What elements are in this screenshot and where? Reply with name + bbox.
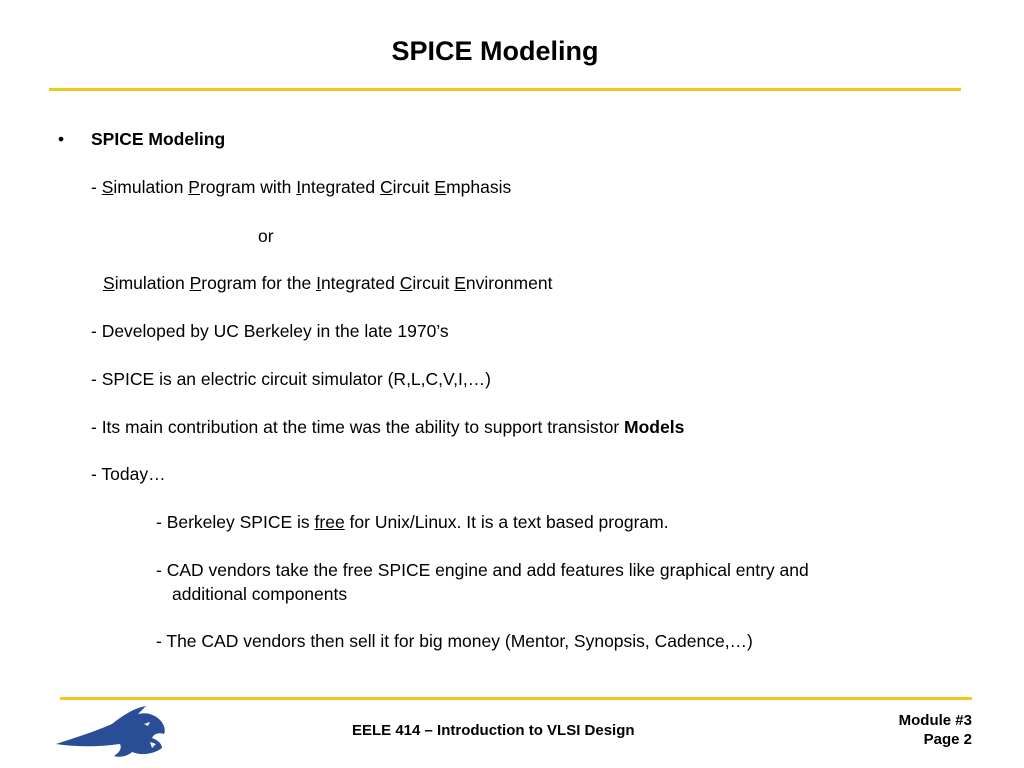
acronym-2-word-4: ircuit: [412, 273, 455, 293]
berkeley-suffix: for Unix/Linux. It is a text based program.: [344, 512, 669, 532]
acronym-1-letter-e: E: [434, 177, 447, 197]
page-info: [899, 711, 972, 749]
contribution-text: - Its main contribution at the time was the ability to support transistor: [91, 417, 625, 437]
or-text: or: [258, 226, 274, 246]
acronym-1-word-1: imulation: [113, 177, 189, 197]
acronym-1-word-3: ntegrated: [301, 177, 380, 197]
acronym-1-prefix: -: [91, 177, 102, 197]
simulator-line: - SPICE is an electric circuit simulator (R,L,C,V,I,…): [91, 369, 492, 389]
acronym-1-word-2: rogram with: [199, 177, 297, 197]
cad-vendors-sell-line: - The CAD vendors then sell it for big money (Mentor, Synopsis, Cadence,…): [156, 631, 753, 651]
acronym-line-2: [103, 272, 552, 294]
bullet-heading: SPICE Modeling: [91, 129, 226, 149]
acronym-line-1: [91, 176, 511, 198]
cad-vendors-line-2: additional components: [172, 584, 348, 604]
contribution-line: [91, 416, 684, 438]
acronym-1-letter-c: C: [379, 177, 393, 197]
top-divider: [49, 88, 961, 91]
bullet-marker: •: [58, 129, 65, 149]
acronym-2-word-1: imulation: [114, 273, 190, 293]
acronym-2-word-3: ntegrated: [320, 273, 400, 293]
cad-vendors-line-1: - CAD vendors take the free SPICE engine and add features like graphical entry and: [156, 560, 809, 580]
acronym-1-letter-i: I: [296, 177, 302, 197]
acronym-1-word-4: ircuit: [392, 177, 435, 197]
berkeley-free: free: [314, 512, 345, 532]
acronym-2-word-5: nvironment: [465, 273, 553, 293]
acronym-2-letter-p: P: [189, 273, 202, 293]
acronym-2-letter-i: I: [316, 273, 321, 293]
course-title: EELE 414 – Introduction to VLSI Design: [352, 722, 635, 739]
page-number: Page 2: [923, 731, 972, 748]
acronym-2-letter-s: S: [103, 273, 115, 293]
contribution-models: Models: [624, 417, 685, 437]
module-number: Module #3: [898, 712, 972, 729]
slide-title: SPICE Modeling: [391, 36, 599, 66]
bottom-divider: [60, 697, 972, 700]
acronym-1-word-5: mphasis: [446, 177, 512, 197]
developed-line: - Developed by UC Berkeley in the late 1970’s: [91, 321, 449, 341]
today-line: - Today…: [91, 464, 166, 484]
berkeley-line: [156, 511, 669, 533]
acronym-2-letter-c: C: [399, 273, 413, 293]
berkeley-text: - Berkeley SPICE is: [156, 512, 315, 532]
acronym-2-letter-e: E: [454, 273, 466, 293]
acronym-1-letter-p: P: [188, 177, 200, 197]
acronym-1-letter-s: S: [101, 177, 114, 197]
acronym-2-word-2: rogram for the: [201, 273, 317, 293]
bobcat-logo-icon: [54, 702, 170, 765]
